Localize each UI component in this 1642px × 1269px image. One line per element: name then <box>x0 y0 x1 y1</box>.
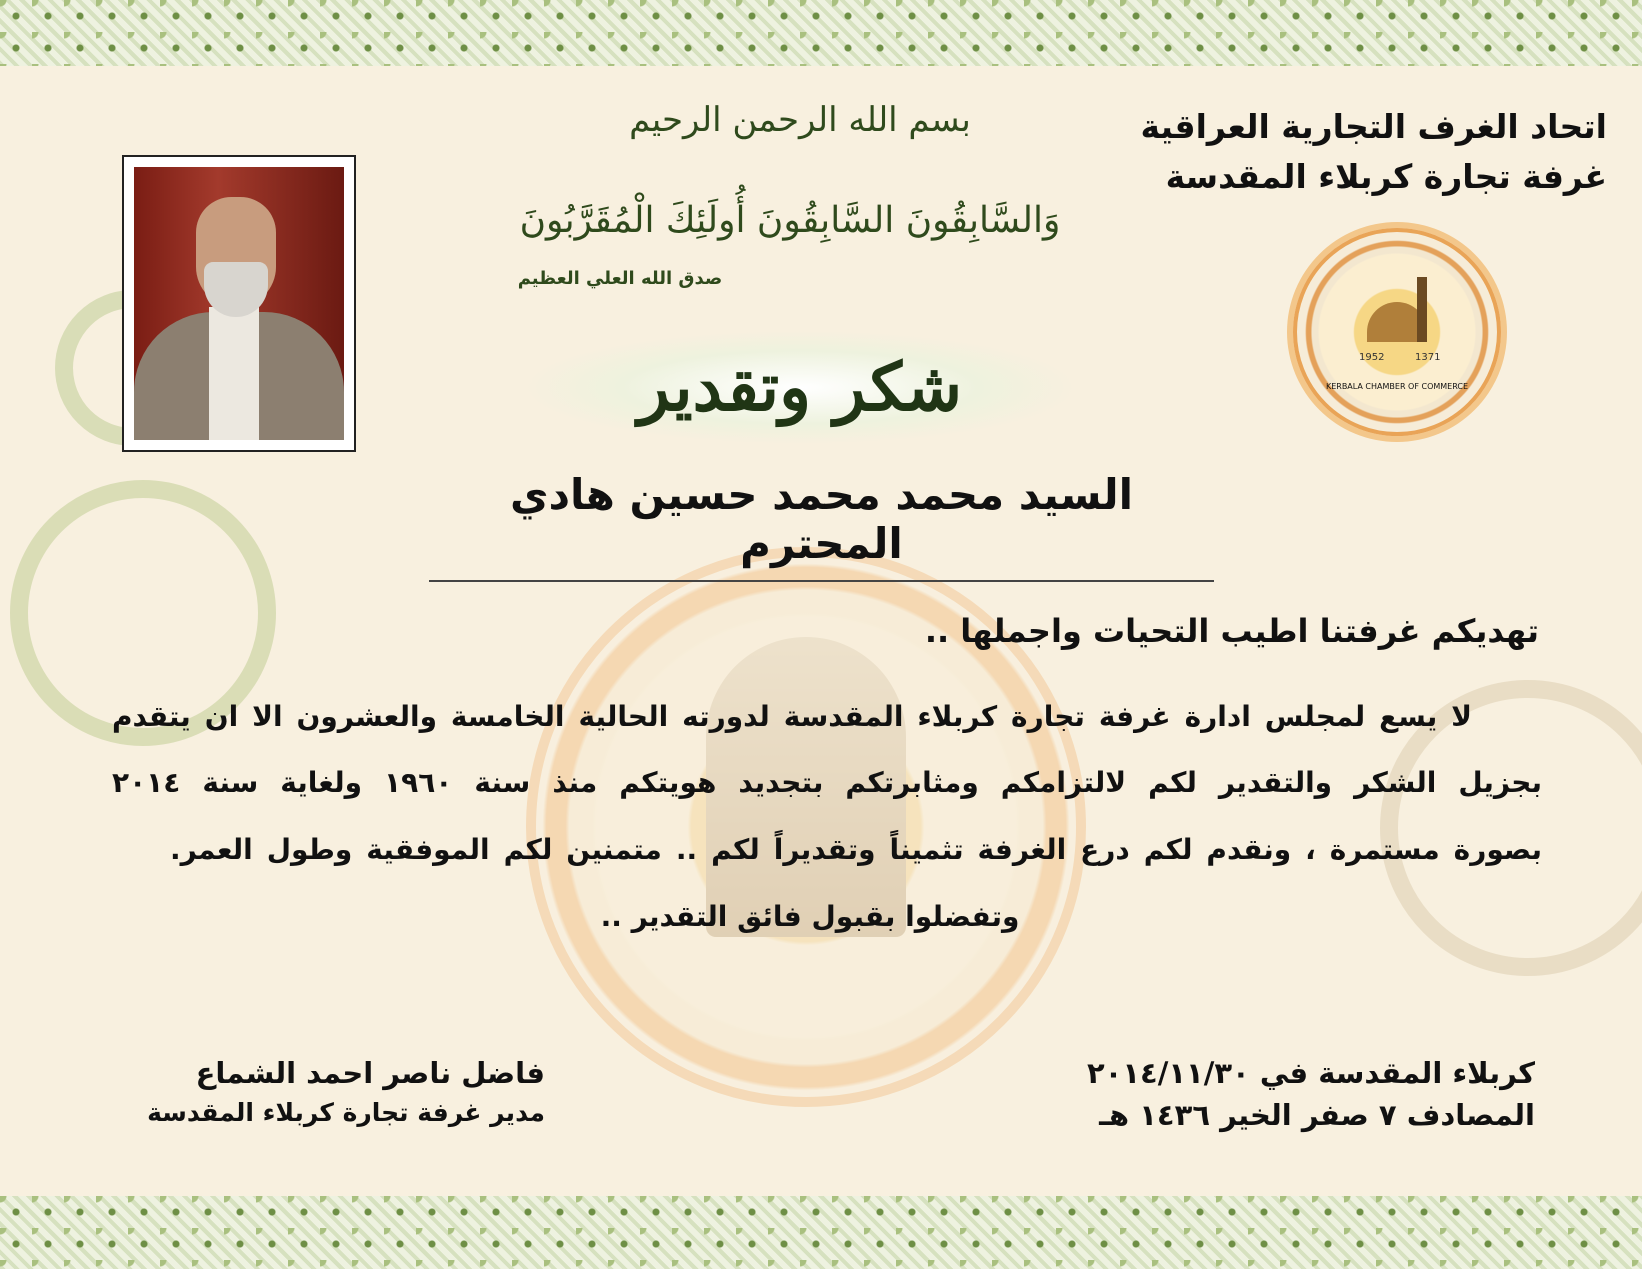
body-line-3: بصورة مستمرة ، ونقدم لكم درع الغرفة تثميناً وتقديراً لكم .. متمنين لكم الموفقية وطول العمر. <box>170 833 1542 866</box>
greeting: تهديكم غرفتنا اطيب التحيات واجملها .. <box>924 612 1539 650</box>
logo-text: KERBALA CHAMBER OF COMMERCE <box>1325 382 1469 391</box>
closing-line: وتفضلوا بقبول فائق التقدير .. <box>600 900 1020 933</box>
certificate-title: شكر وتقدير <box>520 330 1080 445</box>
signatory-position: مدير غرفة تجارة كربلاء المقدسة <box>147 1098 545 1127</box>
chamber-logo <box>1293 228 1501 436</box>
federation-name: اتحاد الغرف التجارية العراقية <box>1140 107 1607 146</box>
decorative-border-top <box>0 0 1642 66</box>
organization-header <box>1141 102 1607 202</box>
gregorian-date: كربلاء المقدسة في ٢٠١٤/١١/٣٠ <box>1086 1056 1535 1090</box>
body-line-2: بجزيل الشكر والتقدير لكم لالتزامكم ومثابرتكم بتجديد هويتكم منذ سنة ١٩٦٠ ولغاية سنة ٢٠١٤ <box>112 766 1543 799</box>
decorative-border-bottom <box>0 1196 1642 1269</box>
quran-verse: وَالسَّابِقُونَ السَّابِقُونَ أُولَئِكَ الْمُقَرَّبُونَ <box>519 200 1061 241</box>
signature-block <box>147 1056 545 1127</box>
signatory-name: فاضل ناصر احمد الشماع <box>195 1056 545 1090</box>
basmala: بسم الله الرحمن الرحيم <box>629 100 971 140</box>
date-block <box>1087 1056 1535 1132</box>
verse-attribution: صدق الله العلي العظيم <box>517 268 723 289</box>
logo-year-ah: 1371 <box>1415 352 1441 363</box>
logo-year-ad: 1952 <box>1359 352 1385 363</box>
hijri-date: المصادف ٧ صفر الخير ١٤٣٦ هـ <box>1099 1098 1535 1132</box>
recipient-name: السيد محمد محمد حسين هادي المحترم <box>429 470 1214 582</box>
chamber-name: غرفة تجارة كربلاء المقدسة <box>1165 157 1607 196</box>
recipient-photo <box>122 155 356 452</box>
body-line-1: لا يسع لمجلس ادارة غرفة تجارة كربلاء المقدسة لدورته الحالية الخامسة والعشرون الا ان يتقدم <box>112 700 1472 733</box>
